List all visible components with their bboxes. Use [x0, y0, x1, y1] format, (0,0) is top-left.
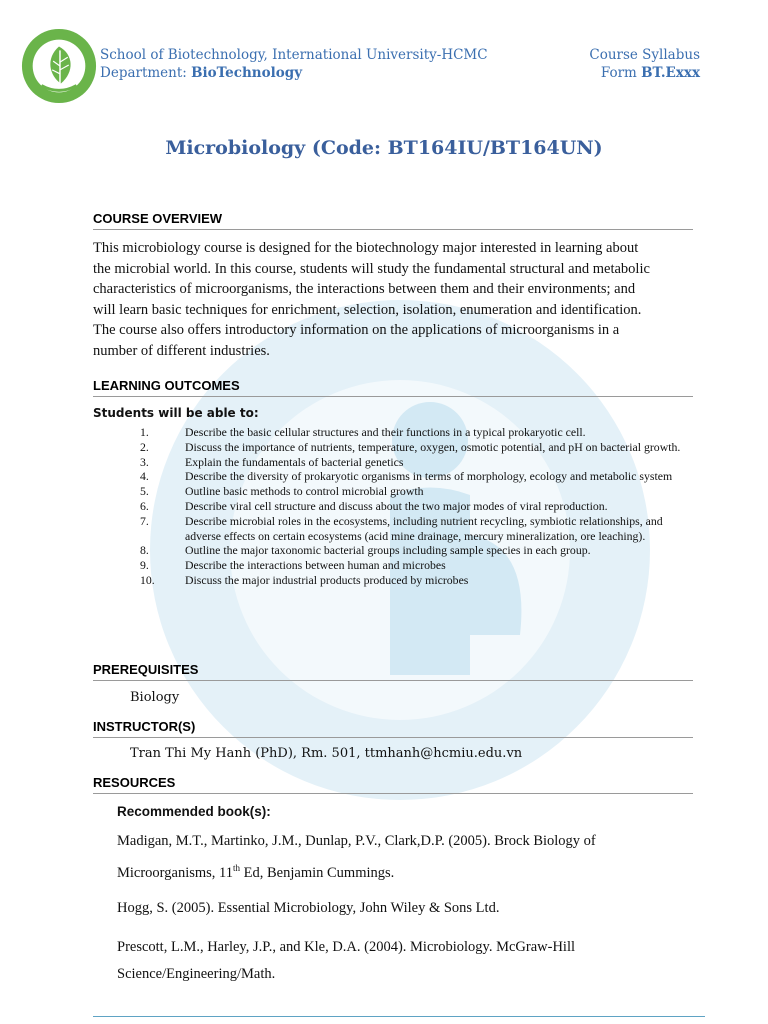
overview-line: characteristics of microorganisms, the interactions between them and their environments; and: [93, 281, 636, 297]
book-line: [117, 855, 693, 887]
book-line: Madigan, M.T., Martinko, J.M., Dunlap, P.V., Clark,D.P. (2005). Brock Biology of: [117, 833, 596, 849]
list-item: [140, 425, 700, 440]
department-value: BioTechnology: [191, 65, 303, 81]
item-number: 6.: [140, 498, 149, 513]
item-number: 9.: [140, 558, 149, 573]
list-item: [140, 469, 700, 484]
overview-line: The course also offers introductory information on the applications of microorganisms in a: [93, 322, 620, 338]
outcomes-intro: Students will be able to:: [93, 406, 259, 420]
resources-subheading: Recommended book(s):: [117, 804, 271, 819]
prerequisites-value: Biology: [130, 690, 180, 705]
list-item: [140, 440, 700, 455]
overview-line: the microbial world. In this course, students will study the fundamental structural and metabolic: [93, 260, 650, 277]
section-heading-overview: COURSE OVERVIEW: [93, 211, 693, 230]
form-value: BT.Exxx: [641, 65, 700, 81]
overview-paragraph: [93, 238, 693, 361]
outcomes-list: [140, 425, 700, 588]
overview-line: will learn basic techniques for enrichment, selection, isolation, enumeration and identification.: [93, 301, 642, 318]
header-form-line: [589, 64, 700, 82]
list-item: [140, 543, 700, 558]
header-department-line: [100, 64, 488, 82]
item-number: 7.: [140, 513, 149, 528]
header-school: [100, 46, 488, 82]
item-number: 2.: [140, 439, 149, 454]
item-number: 8.: [140, 543, 149, 558]
book-superscript: th: [233, 863, 241, 873]
book-line: Science/Engineering/Math.: [117, 966, 276, 982]
item-number: 1.: [140, 425, 149, 439]
section-heading-prerequisites: PREREQUISITES: [93, 662, 693, 681]
list-item: [140, 455, 700, 470]
overview-line: This microbiology course is designed for the biotechnology major interested in learning about: [93, 240, 639, 256]
school-logo-icon: [20, 27, 98, 105]
list-item: [140, 514, 700, 544]
section-heading-resources: RESOURCES: [93, 775, 693, 794]
list-item: [140, 558, 700, 573]
department-label: Department:: [100, 65, 192, 81]
list-item: [140, 573, 700, 588]
instructor-value: Tran Thi My Hanh (PhD), Rm. 501, ttmhanh@hcmiu.edu.vn: [130, 746, 523, 761]
item-number: 5.: [140, 484, 149, 499]
item-number: 10.: [140, 572, 155, 587]
section-heading-outcomes: LEARNING OUTCOMES: [93, 378, 693, 397]
book-text: Ed, Benjamin Cummings.: [240, 864, 395, 881]
list-item: [140, 484, 700, 499]
book-reference-3: [117, 934, 693, 988]
item-text: Outline the major taxonomic bacterial groups including sample species in each group.: [185, 543, 591, 558]
section-heading-instructor: INSTRUCTOR(S): [93, 719, 693, 738]
item-text: Describe the interactions between human and microbes: [185, 558, 446, 573]
page-title: Microbiology (Code: BT164IU/BT164UN): [165, 137, 603, 159]
form-label: Form: [600, 65, 642, 81]
footer-divider: [93, 1016, 705, 1017]
item-text: Describe viral cell structure and discuss about the two major modes of viral reproduction.: [185, 498, 608, 513]
book-reference-1: [117, 828, 693, 887]
book-text: Microorganisms, 11: [117, 864, 233, 881]
item-text: Describe the diversity of prokaryotic organisms in terms of morphology, ecology and metabolic system: [185, 469, 673, 484]
item-number: 4.: [140, 469, 149, 484]
item-text: Explain the fundamentals of bacterial genetics: [185, 454, 404, 469]
header-form: [589, 46, 700, 82]
list-item: [140, 499, 700, 514]
item-text: Discuss the importance of nutrients, temperature, oxygen, osmotic potential, and pH on bacterial growth.: [185, 439, 681, 454]
header-school-line: School of Biotechnology, International University-HCMC: [100, 47, 488, 63]
item-text: Describe microbial roles in the ecosystems, including nutrient recycling, symbiotic relationships, and adverse effects on certain ecosystems (acid mine drainage, mercury mineralization, ore leaching).: [185, 513, 663, 543]
header-syllabus-line: Course Syllabus: [589, 47, 700, 63]
item-text: Discuss the major industrial products produced by microbes: [185, 572, 469, 587]
item-number: 3.: [140, 454, 149, 469]
overview-line: number of different industries.: [93, 342, 270, 359]
item-text: Describe the basic cellular structures and their functions in a typical prokaryotic cell.: [185, 425, 586, 439]
book-line: Prescott, L.M., Harley, J.P., and Kle, D.A. (2004). Microbiology. McGraw-Hill: [117, 939, 576, 955]
item-text: Outline basic methods to control microbial growth: [185, 484, 424, 499]
book-reference-2: Hogg, S. (2005). Essential Microbiology, John Wiley & Sons Ltd.: [117, 900, 500, 916]
